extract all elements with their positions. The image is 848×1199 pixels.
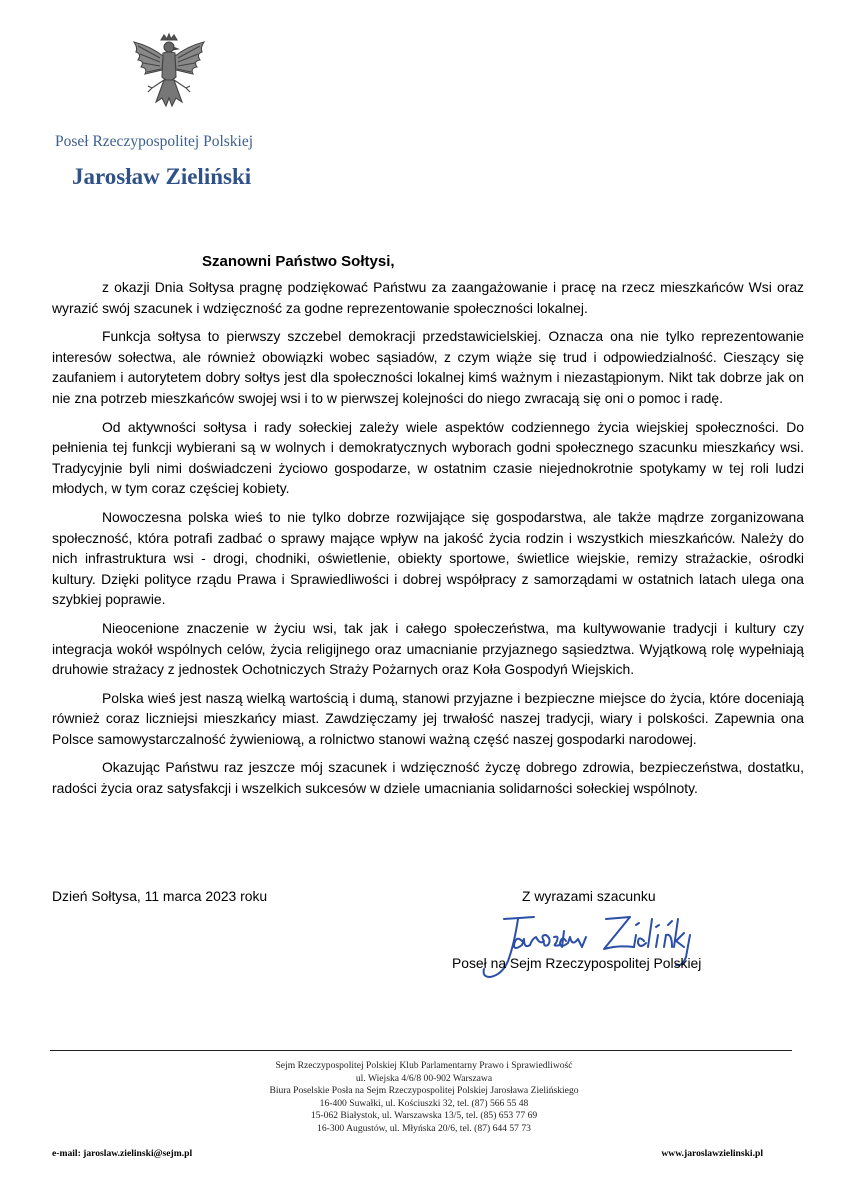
letter-paragraph: Funkcja sołtysa to pierwszy szczebel demokracji przedstawicielskiej. Oznacza ona nie tylko reprezentowanie interesów sołectwa, ale również obowiązki wobec sąsiadów, z czym wiąże się trud i odpowiedzialność. Cieszący się zaufaniem i autorytetem dobry sołtys jest dla społeczności lokalnej kimś ważnym i niezastąpionym. Nikt tak dobrze jak on nie zna potrzeb mieszkańców swojej wsi i to w pierwszej kolejności do niego zwracają się oni o pomoc i radę.: [52, 328, 804, 406]
footer-line: Biura Poselskie Posła na Sejm Rzeczypospolitej Polskiej Jarosława Zielińskiego: [269, 1085, 579, 1097]
letter-paragraph: Okazując Państwu raz jeszcze mój szacunek i wdzięczność życzę dobrego zdrowia, bezpieczeństwa, dostatku, radości życia oraz satysfakcji i wszelkich sukcesów w dziele umacniania solidarności sołeckiej wspólnoty.: [52, 759, 804, 797]
footer-line: 16-400 Suwałki, ul. Kościuszki 32, tel. (87) 566 55 48: [319, 1097, 529, 1109]
letter-paragraph: Nieocenione znaczenie w życiu wsi, tak jak i całego społeczeństwa, ma kultywowanie tradycji i kultury czy integracja wokół wspólnych celów, życia religijnego oraz umacnianie przyjaznego sąsiedztwa. Wyjątkową rolę wypełniają druhowie strażacy z jednostek Ochotniczych Straży Pożarnych oraz Koła Gospodyń Wiejskich.: [52, 619, 804, 678]
footer-website-link[interactable]: www.jaroslawzielinski.pl: [661, 1148, 763, 1159]
letter-paragraph: z okazji Dnia Sołtysa pragnę podziękować Państwu za zaangażowanie i pracę na rzecz mieszkańców Wsi oraz wyrazić swój szacunek i wdzięczność za godne reprezentowanie społeczności lokalnej.: [52, 279, 804, 316]
letter-paragraph: Polska wieś jest naszą wielką wartością i dumą, stanowi przyjazne i bezpieczne miejsce do życia, które doceniają również coraz liczniejsi mieszkańcy miast. Zawdzięczamy jej trwałość naszej tradycji, wiary i polskości. Zapewnia ona Polsce samowystarczalność żywieniową, a rolnictwo stanowi ważną część naszej gospodarki narodowej.: [52, 689, 804, 747]
footer-line: Sejm Rzeczypospolitej Polskiej Klub Parlamentarny Prawo i Sprawiedliwość: [275, 1060, 573, 1071]
letter-salutation: Szanowni Państwo Sołtysi,: [202, 253, 395, 270]
footer-line: 16-300 Augustów, ul. Młyńska 20/6, tel. (87) 644 57 73: [317, 1122, 531, 1134]
header-subtitle: Poseł Rzeczypospolitej Polskiej: [55, 133, 254, 150]
header-name: Jarosław Zieliński: [72, 164, 252, 189]
letter-closing: Z wyrazami szacunku: [522, 888, 656, 904]
footer-email-link[interactable]: e-mail: jaroslaw.zielinski@sejm.pl: [52, 1148, 193, 1159]
footer-line: ul. Wiejska 4/6/8 00-902 Warszawa: [355, 1072, 493, 1084]
footer-line: 15-062 Białystok, ul. Warszawska 13/5, tel. (85) 653 77 69: [310, 1110, 538, 1122]
handwritten-signature: [478, 905, 716, 985]
letter-date: Dzień Sołtysa, 11 marca 2023 roku: [52, 888, 268, 904]
polish-eagle-emblem-icon: [126, 32, 212, 120]
footer-address-block: [0, 1060, 848, 1136]
letter-body: [52, 277, 804, 807]
footer-divider: [50, 1050, 792, 1051]
letter-paragraph: Od aktywności sołtysa i rady sołeckiej zależy wiele aspektów codziennego życia wiejskiej społeczności. Do pełnienia tej funkcji wybierani są w wolnych i demokratycznych wyborach godni społecznego szacunku mieszkańcy wsi. Tradycyjnie byli nimi doświadczeni życiowo gospodarze, w ostatnim czasie niejednokrotnie spotykamy w tej roli ludzi młodych, w tym coraz częściej kobiety.: [52, 418, 804, 497]
signer-role: Poseł na Sejm Rzeczypospolitej Polskiej: [452, 955, 702, 971]
letter-paragraph: Nowoczesna polska wieś to nie tylko dobrze rozwijające się gospodarstwa, ale także mądrze zorganizowana społeczność, która potrafi zadbać o sprawy mające wpływ na jakość życia rodzin i wszystkich mieszkańców. Należy do nich infrastruktura wsi - drogi, chodniki, oświetlenie, obiekty sportowe, świetlice wiejskie, remizy strażackie, ośrodki kultury. Dzięki polityce rządu Prawa i Sprawiedliwości i dobrej współpracy z samorządami w ostatnich latach ulega ona szybkiej poprawie.: [52, 508, 804, 608]
